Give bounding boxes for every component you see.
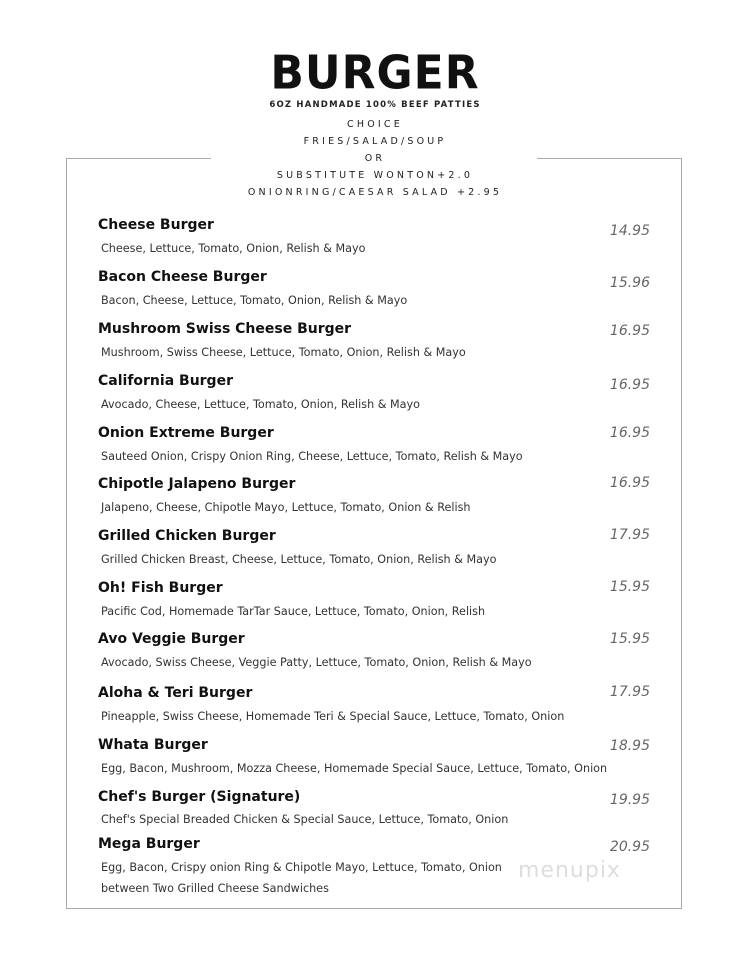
- item-description: Pineapple, Swiss Cheese, Homemade Teri & Special Sauce, Lettuce, Tomato, Onion: [101, 710, 565, 723]
- item-price: 20.95: [609, 839, 650, 855]
- item-description: Jalapeno, Cheese, Chipotle Mayo, Lettuce, Tomato, Onion & Relish: [101, 501, 471, 514]
- menu-item-oh-fish-burger: [98, 579, 650, 618]
- item-price: 15.95: [609, 579, 650, 595]
- item-price: 17.95: [609, 684, 650, 700]
- frame-top-right-divider: [537, 158, 682, 159]
- item-description-line2: between Two Grilled Cheese Sandwiches: [101, 882, 329, 895]
- menu-item-chefs-burger: [98, 789, 650, 826]
- side-substitute-wonton: SUBSTITUTE WONTON+2.0: [276, 170, 474, 181]
- item-price: 14.95: [609, 223, 650, 239]
- menu-item-avo-veggie-burger: [98, 631, 650, 669]
- item-price: 17.95: [609, 527, 650, 543]
- item-name: Mushroom Swiss Cheese Burger: [98, 321, 352, 337]
- menu-item-grilled-chicken-burger: [98, 527, 650, 566]
- item-price: 16.95: [609, 323, 650, 339]
- menu-item-aloha-teri-burger: [98, 684, 650, 723]
- menu-subtitle: 6OZ HANDMADE 100% BEEF PATTIES: [269, 100, 481, 110]
- item-name: Grilled Chicken Burger: [98, 528, 276, 544]
- item-description: Avocado, Cheese, Lettuce, Tomato, Onion, Relish & Mayo: [101, 398, 420, 411]
- item-description: Grilled Chicken Breast, Cheese, Lettuce, Tomato, Onion, Relish & Mayo: [101, 553, 497, 566]
- item-description: Chef's Special Breaded Chicken & Special Sauce, Lettuce, Tomato, Onion: [101, 813, 509, 826]
- item-price: 16.95: [609, 475, 650, 491]
- item-description: Pacific Cod, Homemade TarTar Sauce, Lettuce, Tomato, Onion, Relish: [101, 605, 486, 618]
- menu-item-california-burger: [98, 373, 650, 411]
- frame-top-left-divider: [66, 158, 211, 159]
- item-name: Avo Veggie Burger: [98, 631, 245, 647]
- item-name: Whata Burger: [98, 737, 208, 753]
- item-description: Cheese, Lettuce, Tomato, Onion, Relish & Mayo: [101, 242, 366, 255]
- menu-item-whata-burger: [98, 737, 650, 775]
- item-name: Chef's Burger (Signature): [98, 789, 301, 805]
- side-options: FRIES/SALAD/SOUP: [303, 136, 447, 147]
- item-description: Mushroom, Swiss Cheese, Lettuce, Tomato, Onion, Relish & Mayo: [101, 346, 466, 359]
- item-price: 19.95: [609, 792, 650, 808]
- item-name: Mega Burger: [98, 836, 200, 852]
- item-name: California Burger: [98, 373, 233, 389]
- item-name: Onion Extreme Burger: [98, 425, 274, 441]
- item-price: 15.95: [609, 631, 650, 647]
- item-description: Egg, Bacon, Mushroom, Mozza Cheese, Homemade Special Sauce, Lettuce, Tomato, Onion: [101, 762, 608, 775]
- item-name: Oh! Fish Burger: [98, 580, 223, 596]
- item-name: Bacon Cheese Burger: [98, 269, 267, 285]
- item-name: Cheese Burger: [98, 217, 214, 233]
- menu-item-onion-extreme-burger: [98, 425, 650, 463]
- menu-title: BURGER: [270, 46, 480, 101]
- item-price: 15.96: [609, 275, 650, 291]
- menu-item-chipotle-jalapeno-burger: [98, 475, 650, 514]
- item-price: 18.95: [609, 738, 650, 754]
- menu-item-mushroom-swiss-cheese-burger: [98, 321, 650, 359]
- item-name: Aloha & Teri Burger: [98, 685, 253, 701]
- item-price: 16.95: [609, 425, 650, 441]
- item-description: Egg, Bacon, Crispy onion Ring & Chipotle Mayo, Lettuce, Tomato, Onion: [101, 861, 502, 874]
- item-description: Avocado, Swiss Cheese, Veggie Patty, Lettuce, Tomato, Onion, Relish & Mayo: [101, 656, 532, 669]
- menu-item-bacon-cheese-burger: [98, 269, 650, 307]
- watermark: menupix: [518, 858, 621, 883]
- side-or: OR: [364, 153, 386, 164]
- item-name: Chipotle Jalapeno Burger: [98, 476, 296, 492]
- side-choice-label: CHOICE: [347, 119, 403, 130]
- menu-item-cheese-burger: [98, 217, 650, 255]
- item-description: Bacon, Cheese, Lettuce, Tomato, Onion, Relish & Mayo: [101, 294, 408, 307]
- item-price: 16.95: [609, 377, 650, 393]
- side-substitute-onionring: ONIONRING/CAESAR SALAD +2.95: [247, 187, 503, 198]
- item-description: Sauteed Onion, Crispy Onion Ring, Cheese, Lettuce, Tomato, Relish & Mayo: [101, 450, 523, 463]
